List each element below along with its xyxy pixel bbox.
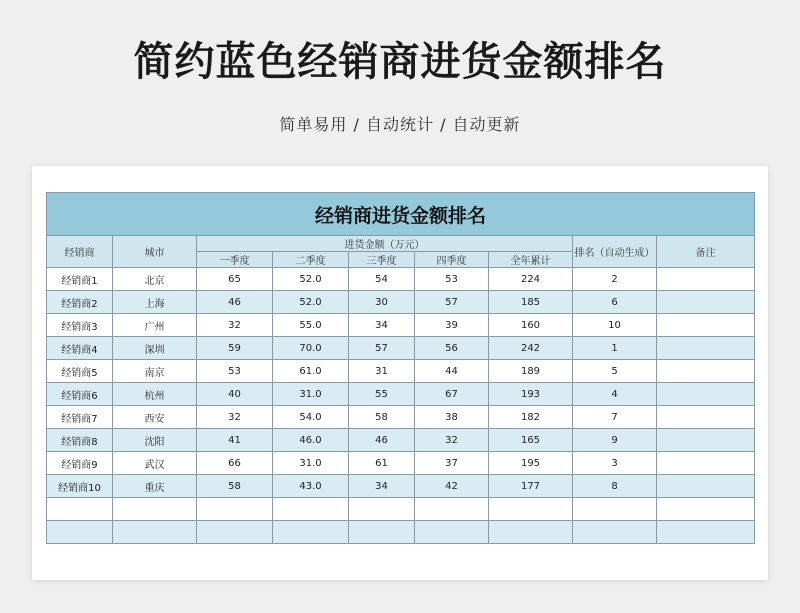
cell-dealer[interactable]: 经销商2 [47, 291, 113, 314]
cell-q4[interactable]: 44 [415, 360, 489, 383]
cell-q3[interactable]: 46 [349, 429, 415, 452]
cell-q4[interactable]: 42 [415, 475, 489, 498]
header-q3: 三季度 [349, 252, 415, 268]
cell-q2[interactable]: 70.0 [273, 337, 349, 360]
cell-note[interactable] [657, 429, 755, 452]
cell-rank[interactable] [573, 521, 657, 544]
cell-total[interactable] [489, 521, 573, 544]
cell-q1[interactable]: 46 [197, 291, 273, 314]
cell-q1[interactable]: 32 [197, 314, 273, 337]
cell-rank[interactable]: 1 [573, 337, 657, 360]
cell-note[interactable] [657, 498, 755, 521]
sheet-title: 经销商进货金额排名 [47, 193, 755, 236]
cell-q3[interactable]: 30 [349, 291, 415, 314]
cell-q3[interactable]: 58 [349, 406, 415, 429]
cell-q4[interactable]: 38 [415, 406, 489, 429]
table-row [47, 314, 755, 337]
cell-total[interactable]: 165 [489, 429, 573, 452]
spreadsheet-card [32, 166, 768, 580]
cell-note[interactable] [657, 475, 755, 498]
table-row [47, 429, 755, 452]
cell-note[interactable] [657, 268, 755, 291]
cell-q1[interactable]: 32 [197, 406, 273, 429]
cell-q1[interactable]: 41 [197, 429, 273, 452]
header-city: 城市 [113, 236, 197, 268]
cell-q3[interactable]: 57 [349, 337, 415, 360]
cell-city[interactable]: 重庆 [113, 475, 197, 498]
cell-rank[interactable]: 9 [573, 429, 657, 452]
cell-dealer[interactable]: 经销商1 [47, 268, 113, 291]
cell-total[interactable]: 177 [489, 475, 573, 498]
cell-total[interactable]: 195 [489, 452, 573, 475]
cell-q2[interactable] [273, 521, 349, 544]
cell-rank[interactable]: 8 [573, 475, 657, 498]
cell-dealer[interactable]: 经销商8 [47, 429, 113, 452]
cell-rank[interactable]: 3 [573, 452, 657, 475]
cell-q1[interactable] [197, 498, 273, 521]
cell-note[interactable] [657, 291, 755, 314]
cell-q1[interactable]: 59 [197, 337, 273, 360]
cell-city[interactable]: 沈阳 [113, 429, 197, 452]
cell-q1[interactable]: 40 [197, 383, 273, 406]
cell-dealer[interactable]: 经销商3 [47, 314, 113, 337]
table-row [47, 337, 755, 360]
cell-city[interactable] [113, 521, 197, 544]
cell-total[interactable]: 193 [489, 383, 573, 406]
cell-q2[interactable] [273, 498, 349, 521]
page-subtitle: 简单易用 / 自动统计 / 自动更新 [279, 115, 521, 134]
header-dealer: 经销商 [47, 236, 113, 268]
cell-q2[interactable]: 61.0 [273, 360, 349, 383]
cell-q1[interactable]: 53 [197, 360, 273, 383]
table-row [47, 498, 755, 521]
cell-note[interactable] [657, 360, 755, 383]
cell-city[interactable] [113, 498, 197, 521]
header-total: 全年累计 [489, 252, 573, 268]
cell-q2[interactable]: 46.0 [273, 429, 349, 452]
cell-q2[interactable]: 31.0 [273, 452, 349, 475]
table-row [47, 452, 755, 475]
ranking-table [46, 192, 755, 544]
table-row [47, 521, 755, 544]
cell-note[interactable] [657, 337, 755, 360]
cell-city[interactable]: 武汉 [113, 452, 197, 475]
cell-q3[interactable]: 31 [349, 360, 415, 383]
cell-city[interactable]: 南京 [113, 360, 197, 383]
cell-q1[interactable] [197, 521, 273, 544]
table-row [47, 291, 755, 314]
cell-city[interactable]: 上海 [113, 291, 197, 314]
cell-note[interactable] [657, 383, 755, 406]
cell-total[interactable]: 224 [489, 268, 573, 291]
cell-dealer[interactable]: 经销商6 [47, 383, 113, 406]
cell-rank[interactable]: 6 [573, 291, 657, 314]
cell-q4[interactable] [415, 521, 489, 544]
table-row [47, 360, 755, 383]
cell-dealer[interactable]: 经销商4 [47, 337, 113, 360]
cell-q4[interactable]: 56 [415, 337, 489, 360]
cell-rank[interactable]: 5 [573, 360, 657, 383]
cell-dealer[interactable]: 经销商7 [47, 406, 113, 429]
table-row [47, 475, 755, 498]
header-rank: 排名（自动生成） [573, 236, 657, 268]
cell-q4[interactable] [415, 498, 489, 521]
cell-note[interactable] [657, 521, 755, 544]
cell-q1[interactable]: 65 [197, 268, 273, 291]
cell-rank[interactable]: 2 [573, 268, 657, 291]
cell-q2[interactable]: 31.0 [273, 383, 349, 406]
cell-city[interactable]: 北京 [113, 268, 197, 291]
cell-q3[interactable] [349, 521, 415, 544]
cell-note[interactable] [657, 452, 755, 475]
page-title: 简约蓝色经销商进货金额排名 [133, 39, 667, 85]
cell-city[interactable]: 杭州 [113, 383, 197, 406]
cell-q4[interactable]: 37 [415, 452, 489, 475]
cell-total[interactable]: 242 [489, 337, 573, 360]
cell-rank[interactable] [573, 498, 657, 521]
cell-q1[interactable]: 66 [197, 452, 273, 475]
header-q2: 二季度 [273, 252, 349, 268]
cell-city[interactable]: 深圳 [113, 337, 197, 360]
cell-rank[interactable]: 10 [573, 314, 657, 337]
cell-q2[interactable]: 55.0 [273, 314, 349, 337]
cell-total[interactable]: 185 [489, 291, 573, 314]
cell-q3[interactable]: 34 [349, 314, 415, 337]
cell-q1[interactable]: 58 [197, 475, 273, 498]
cell-total[interactable]: 160 [489, 314, 573, 337]
cell-q2[interactable]: 52.0 [273, 291, 349, 314]
cell-q3[interactable]: 34 [349, 475, 415, 498]
table-row [47, 383, 755, 406]
cell-dealer[interactable]: 经销商9 [47, 452, 113, 475]
cell-q3[interactable] [349, 498, 415, 521]
cell-q2[interactable]: 43.0 [273, 475, 349, 498]
cell-rank[interactable]: 7 [573, 406, 657, 429]
cell-q4[interactable]: 67 [415, 383, 489, 406]
cell-city[interactable]: 广州 [113, 314, 197, 337]
cell-q3[interactable]: 61 [349, 452, 415, 475]
cell-q3[interactable]: 54 [349, 268, 415, 291]
cell-total[interactable]: 182 [489, 406, 573, 429]
cell-city[interactable]: 西安 [113, 406, 197, 429]
cell-note[interactable] [657, 406, 755, 429]
header-note: 备注 [657, 236, 755, 268]
header-amount-group: 进货金额（万元） [197, 236, 573, 252]
cell-q4[interactable]: 32 [415, 429, 489, 452]
cell-dealer[interactable]: 经销商10 [47, 475, 113, 498]
cell-q3[interactable]: 55 [349, 383, 415, 406]
header-q4: 四季度 [415, 252, 489, 268]
cell-dealer[interactable]: 经销商5 [47, 360, 113, 383]
cell-dealer[interactable] [47, 498, 113, 521]
table-row [47, 406, 755, 429]
cell-q2[interactable]: 54.0 [273, 406, 349, 429]
header-q1: 一季度 [197, 252, 273, 268]
cell-q4[interactable]: 39 [415, 314, 489, 337]
cell-rank[interactable]: 4 [573, 383, 657, 406]
cell-note[interactable] [657, 314, 755, 337]
cell-q2[interactable]: 52.0 [273, 268, 349, 291]
cell-q4[interactable]: 53 [415, 268, 489, 291]
cell-q4[interactable]: 57 [415, 291, 489, 314]
cell-total[interactable] [489, 498, 573, 521]
table-row [47, 268, 755, 291]
cell-total[interactable]: 189 [489, 360, 573, 383]
cell-dealer[interactable] [47, 521, 113, 544]
